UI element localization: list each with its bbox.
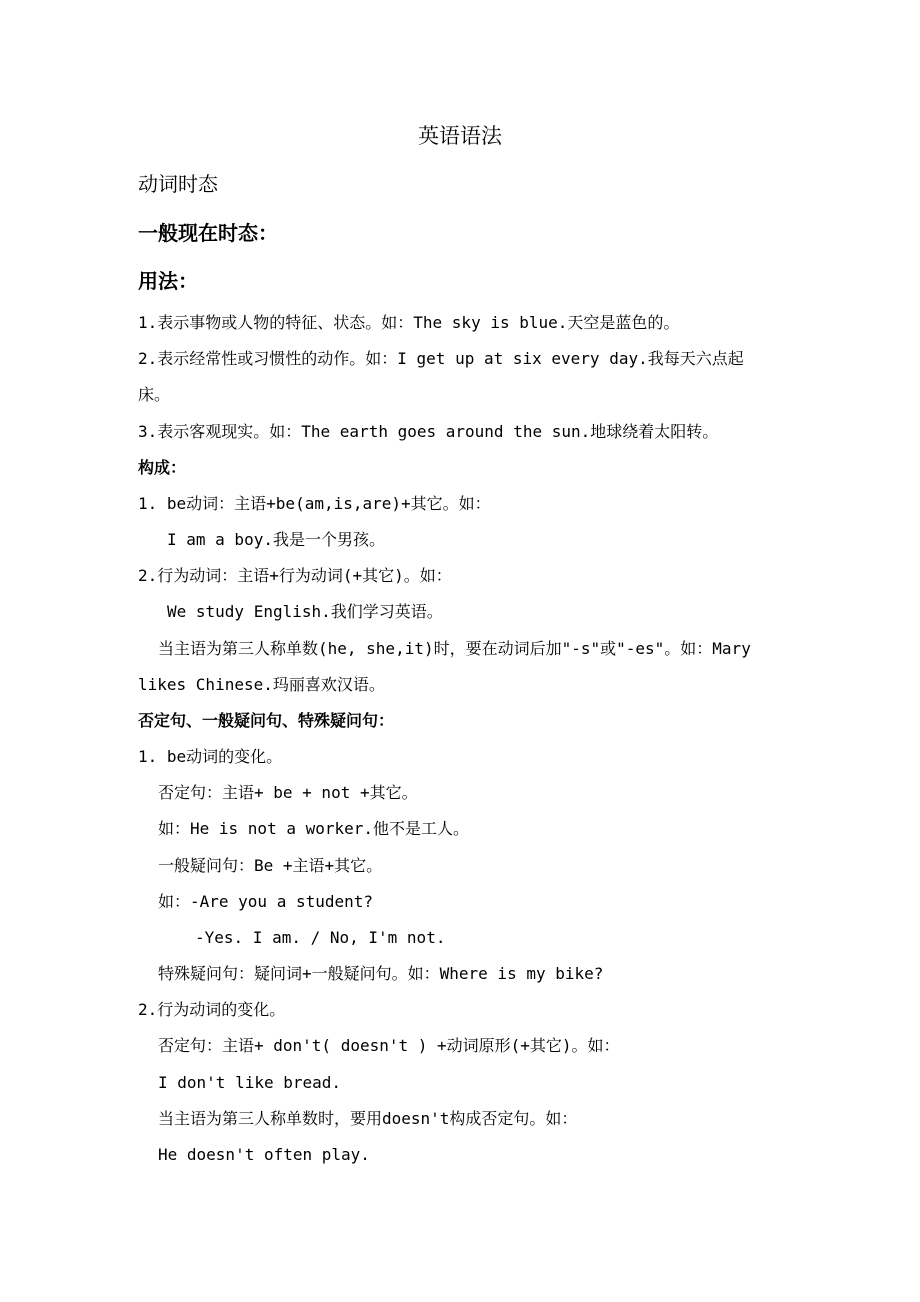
form-third-person-note: 当主语为第三人称单数(he, she,it)时，要在动词后加"-s"或"-es"。如：Mary [158, 639, 751, 658]
form-line-1: 1. be动词：主语+be(am,is,are)+其它。如： [138, 494, 491, 513]
form-example-2: We study English.我们学习英语。 [167, 602, 443, 621]
questions-verb-negative: 否定句：主语+ don't( doesn't ) +动词原形(+其它)。如： [158, 1036, 620, 1055]
usage-heading: 用法： [138, 269, 198, 293]
questions-be-general-example: 如：-Are you a student? [158, 892, 374, 911]
questions-verb-third-person-note: 当主语为第三人称单数时，要用doesn't构成否定句。如： [158, 1109, 578, 1128]
questions-be-general-answer: -Yes. I am. / No, I'm not. [195, 928, 446, 947]
usage-line-2: 2.表示经常性或习惯性的动作。如：I get up at six every day.我每天六点起 [138, 349, 744, 368]
tense-heading: 一般现在时态： [138, 221, 278, 245]
questions-verb-negative-example: I don't like bread. [158, 1073, 342, 1092]
questions-verb-title: 2.行为动词的变化。 [138, 1000, 286, 1019]
section-title: 动词时态 [138, 172, 218, 196]
questions-heading: 否定句、一般疑问句、特殊疑问句： [138, 711, 395, 730]
form-third-person-note-cont: likes Chinese.玛丽喜欢汉语。 [138, 675, 385, 694]
questions-verb-third-person-example: He doesn't often play. [158, 1145, 370, 1164]
questions-be-special: 特殊疑问句：疑问词+一般疑问句。如：Where is my bike? [158, 964, 604, 983]
usage-line-2-cont: 床。 [138, 385, 171, 404]
form-line-2: 2.行为动词：主语+行为动词(+其它)。如： [138, 566, 452, 585]
questions-be-negative-example: 如：He is not a worker.他不是工人。 [158, 819, 470, 838]
page-title: 英语语法 [418, 124, 502, 148]
usage-line-3: 3.表示客观现实。如：The earth goes around the sun.地球绕着太阳转。 [138, 422, 719, 441]
questions-be-general: 一般疑问句：Be +主语+其它。 [158, 856, 383, 875]
questions-be-title: 1. be动词的变化。 [138, 747, 283, 766]
usage-line-1: 1.表示事物或人物的特征、状态。如：The sky is blue.天空是蓝色的。 [138, 313, 680, 332]
form-example-1: I am a boy.我是一个男孩。 [167, 530, 385, 549]
questions-be-negative: 否定句：主语+ be + not +其它。 [158, 783, 418, 802]
form-heading: 构成： [138, 458, 187, 477]
